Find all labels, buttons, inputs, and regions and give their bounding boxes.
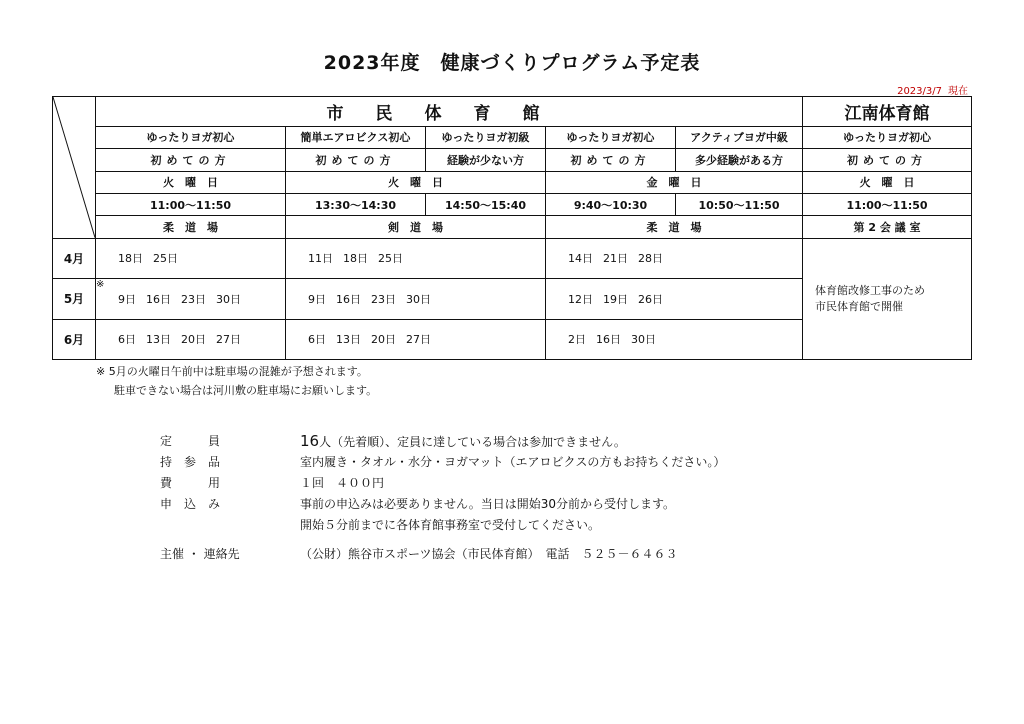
corner-cell [53,97,96,239]
date: 6日 [308,333,326,347]
program-name: ゆったりヨガ初級 [426,126,546,148]
program-time: 11:00～11:50 [803,193,972,215]
program-name: ゆったりヨガ初心 [96,126,286,148]
program-time: 11:00～11:50 [96,193,286,215]
dates-group-1 [96,279,286,319]
program-target: 多少経験がある方 [676,149,803,171]
dates-group-2 [286,319,546,359]
date: 2日 [568,333,586,347]
date: 28日 [638,252,663,266]
venue-shimin: 市民体育館 [96,97,803,127]
dates-group-1 [96,238,286,278]
date: 13日 [336,333,361,347]
program-name: ゆったりヨガ初心 [803,126,972,148]
date: 18日 [118,252,143,266]
konan-note-line: 体育館改修工事のため [815,283,926,297]
date: 9日 [118,292,136,306]
info-apply [160,493,725,514]
info-apply-continued: 開始５分前までに各体育館事務室で受付してください。 [300,518,601,532]
info-value: 室内履き・タオル・水分・ヨガマット（エアロビクスの方もお持ちください。） [300,455,726,469]
program-room: 第 2 会 議 室 [803,216,972,238]
info-label: 申 込 み [160,497,221,511]
program-name: 簡単エアロビクス初心 [286,126,426,148]
program-target: 経験が少ない方 [426,149,546,171]
konan-note-line: 市民体育館で開催 [815,299,904,313]
program-target: 初めての方 [546,149,676,171]
date: 9日 [308,292,326,306]
date: 23日 [181,292,206,306]
date: 30日 [216,292,241,306]
footnote-line: ※ 5月の火曜日午前中は駐車場の混雑が予想されます。 [96,365,368,378]
date: 18日 [343,252,368,266]
page-title: 2023年度 健康づくりプログラム予定表 [323,52,701,74]
month-row [53,238,972,278]
info-label: 持 参 品 [160,455,221,469]
info-label: 主催 ・ 連絡先 [160,547,240,561]
schedule-table [52,96,972,360]
date: 16日 [336,292,361,306]
dates-group-3 [546,279,803,319]
dates-group-1 [96,319,286,359]
program-room: 剣 道 場 [286,216,546,238]
month-label: 5月 [53,279,96,319]
as-of-date-value: 2023/3/7 [897,86,942,97]
program-day: 火 曜 日 [286,171,546,193]
date: 13日 [146,333,171,347]
info-value [300,432,725,450]
program-day: 金 曜 日 [546,171,803,193]
date: 14日 [568,252,593,266]
date: 6日 [118,333,136,347]
date: 27日 [216,333,241,347]
info-fee [160,472,725,493]
date: 21日 [603,252,628,266]
date: 11日 [308,252,333,266]
dates-group-2 [286,238,546,278]
dates-group-3 [546,319,803,359]
date: 23日 [371,292,396,306]
info-capacity [160,430,725,451]
program-day: 火 曜 日 [803,171,972,193]
info-section [160,430,725,564]
program-time: 13:30～14:30 [286,193,426,215]
date: 27日 [406,333,431,347]
footnote [96,362,377,400]
date: 25日 [153,252,178,266]
program-time: 9:40～10:30 [546,193,676,215]
program-room: 柔 道 場 [96,216,286,238]
month-label: 6月 [53,319,96,359]
date: 26日 [638,292,663,306]
dates-group-3 [546,238,803,278]
as-of-label: 現在 [948,86,968,97]
date: 12日 [568,292,593,306]
program-name: アクティブヨガ中級 [676,126,803,148]
konan-note [803,238,972,359]
date: 20日 [371,333,396,347]
program-room: 柔 道 場 [546,216,803,238]
info-items [160,451,725,472]
program-name: ゆったりヨガ初心 [546,126,676,148]
dates-group-2 [286,279,546,319]
date: 30日 [406,292,431,306]
date: 30日 [631,333,656,347]
program-target: 初めての方 [96,149,286,171]
capacity-text: 人（先着順）、定員に達している場合は参加できません。 [319,434,626,449]
info-contact [160,543,725,564]
capacity-number: 16 [300,431,320,450]
date: 25日 [378,252,403,266]
date: 16日 [146,292,171,306]
program-target: 初めての方 [803,149,972,171]
info-value: １回 ４００円 [300,476,385,490]
info-label: 費 用 [160,476,221,490]
may-mark: ※ [96,279,105,290]
program-day: 火 曜 日 [96,171,286,193]
info-label: 定 員 [160,434,221,448]
month-label: 4月 [53,238,96,278]
program-time: 10:50～11:50 [676,193,803,215]
date: 20日 [181,333,206,347]
program-time: 14:50～15:40 [426,193,546,215]
date: 16日 [596,333,621,347]
footnote-line: 駐車できない場合は河川敷の駐車場にお願いします。 [114,384,378,397]
as-of-date [891,82,968,97]
info-value: 事前の申込みは必要ありません。当日は開始30分前から受付します。 [300,497,676,511]
date: 19日 [603,292,628,306]
program-target: 初めての方 [286,149,426,171]
venue-konan: 江南体育館 [803,97,972,127]
info-value: （公財）熊谷市スポーツ協会（市民体育館） 電話 ５２５－６４６３ [300,547,678,561]
